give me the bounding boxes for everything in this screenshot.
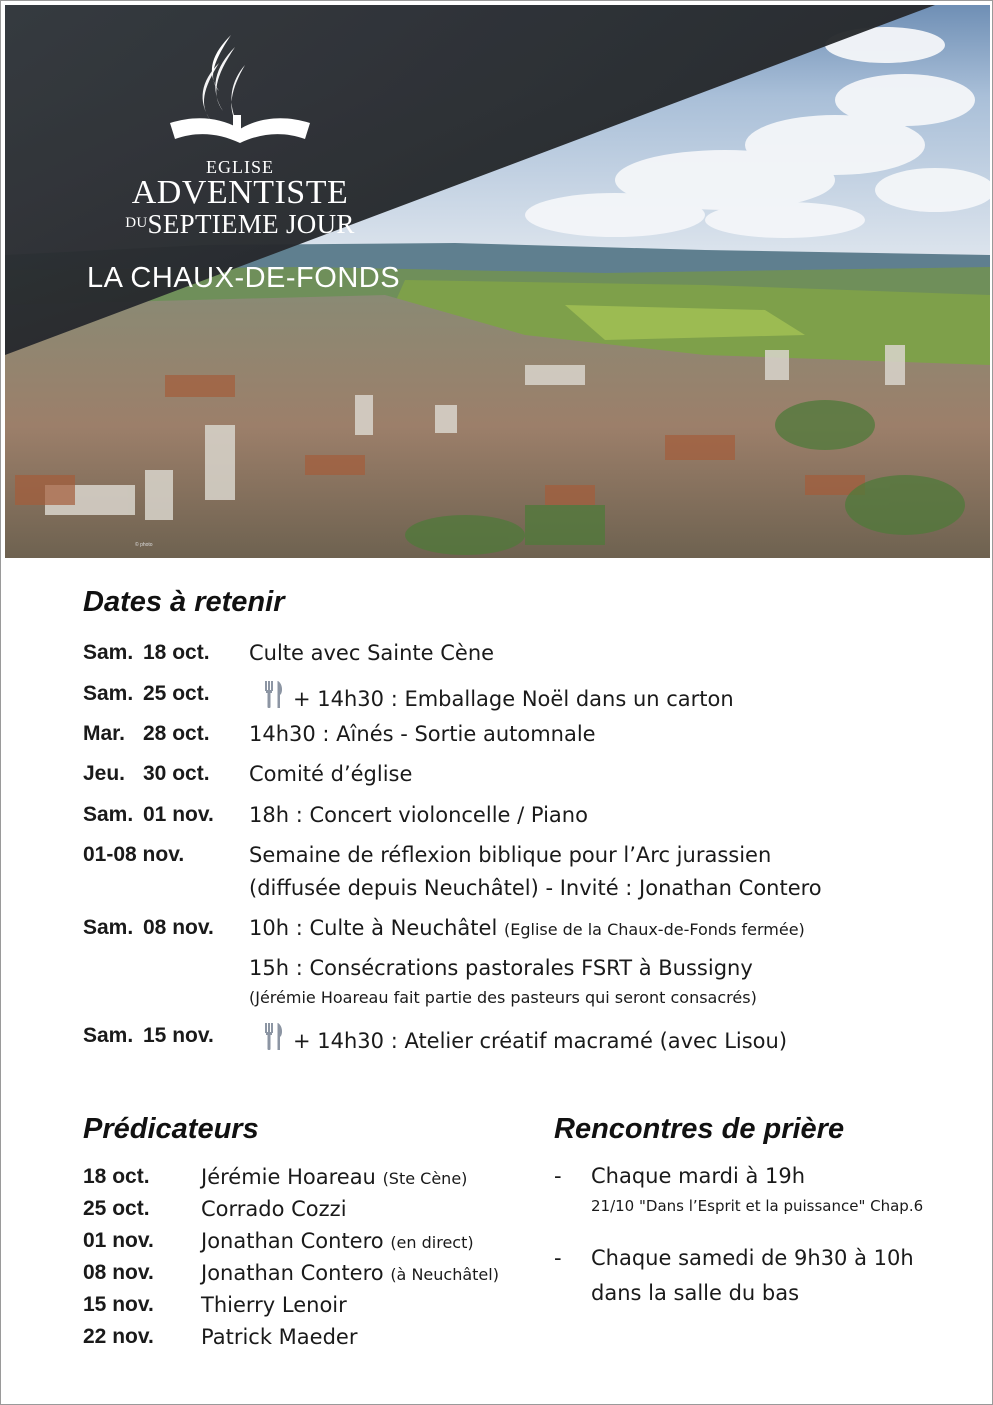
preacher-date: 25 oct. — [83, 1197, 150, 1220]
prayer-sub: 21/10 "Dans l’Esprit et la puissance" Chap.6 — [591, 1197, 924, 1215]
date-date: 01 nov. — [143, 803, 214, 826]
preacher-note: (en direct) — [390, 1233, 474, 1252]
dates-title: Dates à retenir — [83, 586, 285, 618]
bullet-dash: - — [554, 1246, 562, 1270]
preacher-date: 15 nov. — [83, 1293, 154, 1316]
photo-credit: © photo — [135, 542, 153, 548]
preacher-note: (Ste Cène) — [382, 1169, 468, 1188]
logo-septieme-jour-text: SEPTIEME JOUR — [147, 209, 355, 239]
fork-knife-icon — [263, 681, 285, 709]
logo-du: DU — [125, 215, 148, 231]
date-text: 18h : Concert violoncelle / Piano — [249, 803, 588, 827]
prayer-title: Rencontres de prière — [554, 1113, 845, 1145]
date-note: (Jérémie Hoareau fait partie des pasteurs qui seront consacrés) — [249, 988, 757, 1007]
prayer-text: Chaque mardi à 19h — [591, 1164, 806, 1188]
date-text: 15h : Consécrations pastorales FSRT à Bussigny — [249, 956, 753, 980]
preacher-date: 08 nov. — [83, 1261, 154, 1284]
date-date: 08 nov. — [143, 916, 214, 939]
preacher-date: 18 oct. — [83, 1165, 150, 1188]
date-day: Mar. — [83, 722, 126, 745]
preacher-note: (à Neuchâtel) — [390, 1265, 499, 1284]
logo-adventiste: ADVENTISTE — [131, 174, 349, 211]
date-text: 10h : Culte à Neuchâtel — [249, 916, 498, 940]
date-text: + 14h30 : Atelier créatif macramé (avec Lisou) — [293, 1029, 788, 1053]
preacher-name: Jonathan Contero — [201, 1229, 384, 1253]
logo-septieme-jour — [115, 208, 365, 239]
date-day: Sam. — [83, 641, 134, 664]
logo-eglise: EGLISE — [206, 157, 274, 177]
date-day: Jeu. — [83, 762, 126, 785]
preacher-date: 01 nov. — [83, 1229, 154, 1252]
fork-knife-icon — [263, 1023, 285, 1051]
preacher-date: 22 nov. — [83, 1325, 154, 1348]
prayer-text: Chaque samedi de 9h30 à 10h — [591, 1246, 914, 1270]
church-logo — [115, 35, 365, 239]
preachers-title: Prédicateurs — [83, 1113, 259, 1145]
date-note: (Eglise de la Chaux-de-Fonds fermée) — [503, 920, 805, 939]
date-date: 30 oct. — [143, 762, 210, 785]
date-text: 14h30 : Aînés - Sortie automnale — [249, 722, 596, 746]
date-day: Sam. — [83, 916, 134, 939]
date-date: 18 oct. — [143, 641, 210, 664]
date-date: 28 oct. — [143, 722, 210, 745]
preacher-name: Jérémie Hoareau — [201, 1165, 376, 1189]
preacher-name: Corrado Cozzi — [201, 1197, 347, 1221]
date-text: + 14h30 : Emballage Noël dans un carton — [293, 687, 734, 711]
hero-banner — [5, 5, 990, 558]
date-text: Culte avec Sainte Cène — [249, 641, 495, 665]
date-date: 25 oct. — [143, 682, 210, 705]
bullet-dash: - — [554, 1164, 562, 1188]
city-name: LA CHAUX-DE-FONDS — [87, 262, 401, 294]
date-day: Sam. — [83, 682, 134, 705]
date-text: Comité d’église — [249, 762, 413, 786]
preacher-name: Thierry Lenoir — [201, 1293, 347, 1317]
preacher-name: Jonathan Contero — [201, 1261, 384, 1285]
preacher-name: Patrick Maeder — [201, 1325, 358, 1349]
date-date: 15 nov. — [143, 1024, 214, 1047]
prayer-text-line2: dans la salle du bas — [591, 1281, 800, 1305]
date-text-line2: (diffusée depuis Neuchâtel) - Invité : Jonathan Contero — [249, 876, 822, 900]
date-day: Sam. — [83, 1024, 134, 1047]
date-text: Semaine de réflexion biblique pour l’Arc jurassien — [249, 843, 772, 867]
date-range: 01-08 nov. — [83, 843, 185, 866]
date-day: Sam. — [83, 803, 134, 826]
